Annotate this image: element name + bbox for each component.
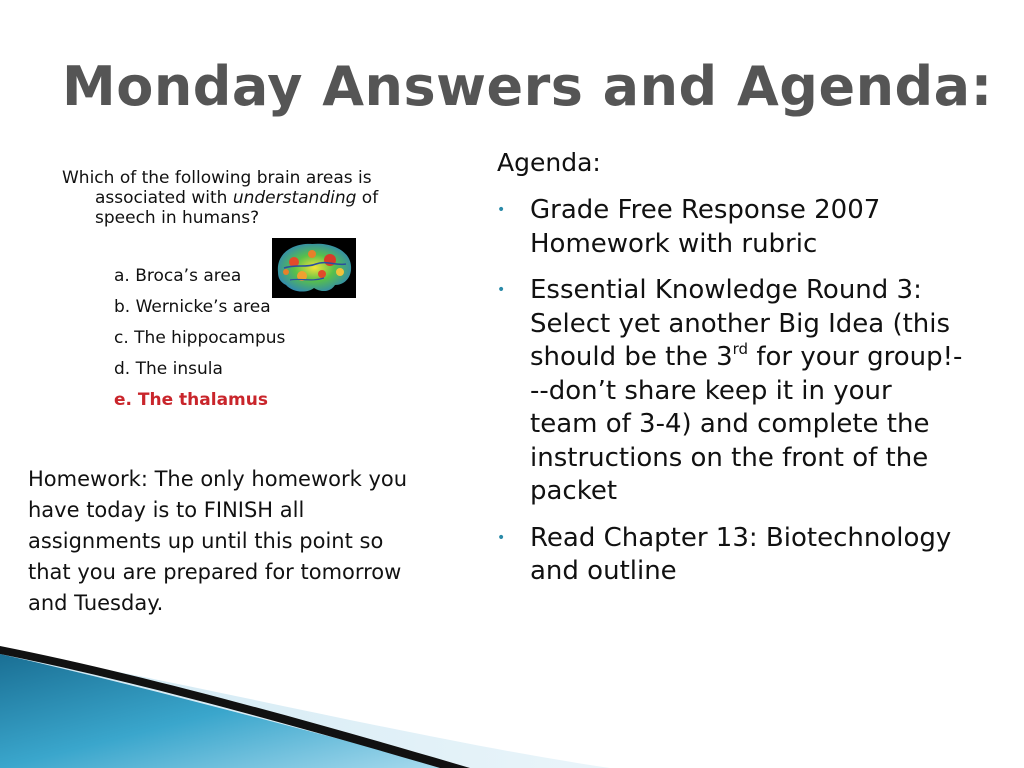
agenda-heading: Agenda: [497,148,601,177]
question-emphasis: understanding [232,188,357,208]
bullet-icon: • [497,282,506,298]
answer-option-c: c. The hippocampus [114,328,286,348]
answer-option-b: b. Wernicke’s area [114,297,271,317]
agenda-item-text: Essential Knowledge Round 3: Select yet another Big Idea (this should be the 3 [530,275,951,372]
bullet-icon: • [497,202,506,218]
bullet-icon: • [497,529,506,546]
question-suffix: of speech in humans? [95,188,379,228]
question-prefix: Which of the following brain areas is associated with [62,168,372,208]
agenda-list [497,194,967,602]
answer-option-e-correct: e. The thalamus [114,390,268,410]
quiz-question [62,168,395,228]
answer-option-a: a. Broca’s area [114,266,242,286]
agenda-item [497,522,967,589]
agenda-item-text: Read Chapter 13: Biotechnology and outline [530,522,952,586]
agenda-item-superscript: rd [732,340,749,358]
decorative-wave-icon [0,640,640,768]
homework-note: Homework: The only homework you have today is to FINISH all assignments up until this point so that you are prepared for tomorrow and Tuesday. [28,467,408,615]
agenda-item-text-cont: for your group!---don’t share keep it in your team of 3-4) and complete the instructions on the front of the packet [530,342,963,506]
agenda-item [497,274,967,509]
agenda-item [497,194,967,261]
answer-option-d: d. The insula [114,359,223,379]
slide-title: Monday Answers and Agenda: [62,55,993,118]
agenda-item-text: Grade Free Response 2007 Homework with rubric [530,195,881,259]
answer-options [114,264,285,419]
